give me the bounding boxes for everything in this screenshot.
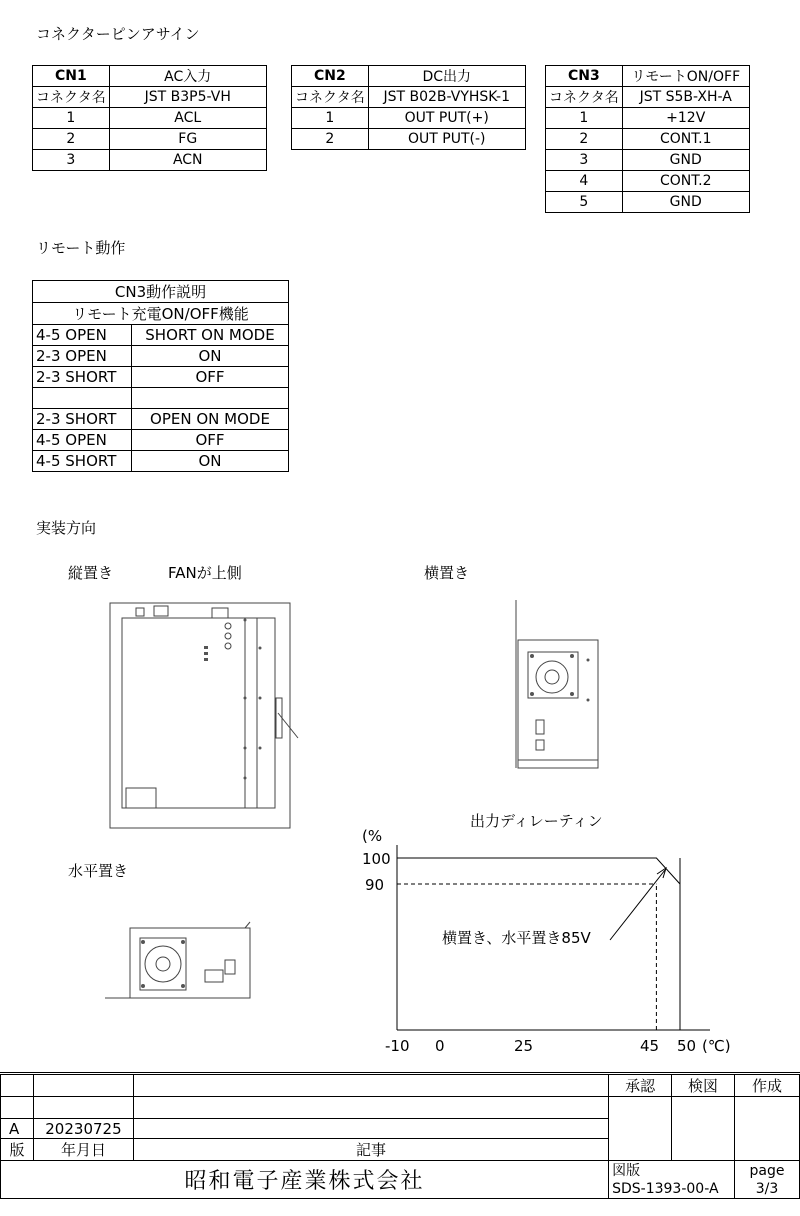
- cn2-table: [291, 65, 526, 150]
- label-flat: 水平置き: [68, 862, 129, 880]
- chart-x-tick: 50: [677, 1037, 697, 1055]
- cn3-cell: GND: [622, 192, 749, 213]
- cn3-cell: 3: [546, 150, 623, 171]
- remote-cell: ON: [132, 346, 289, 367]
- chart-y-unit: (%: [362, 827, 383, 845]
- drawing-label: 図版: [612, 1162, 641, 1179]
- cn2-cell: JST B02B-VYHSK-1: [368, 87, 525, 108]
- cn2-header-id: CN2: [292, 66, 369, 87]
- company-name: 昭和電子産業株式会社: [1, 1161, 609, 1199]
- cn3-cell: CONT.2: [622, 171, 749, 192]
- label-horizontal: 横置き: [424, 564, 470, 582]
- cn3-cell: 4: [546, 171, 623, 192]
- chart-x-tick: -10: [385, 1037, 410, 1055]
- cn3-header-id: CN3: [546, 66, 623, 87]
- cn3-cell: 5: [546, 192, 623, 213]
- col-rev-label: 版: [1, 1139, 34, 1161]
- horizontal-mount-drawing: [508, 600, 608, 775]
- remote-table: [32, 280, 289, 472]
- cn1-cell: JST B3P5-VH: [109, 87, 266, 108]
- cn1-table: [32, 65, 267, 171]
- remote-cell: [33, 388, 132, 409]
- chart-y-tick-100: 100: [362, 850, 391, 868]
- remote-table-subtitle: リモート充電ON/OFF機能: [33, 303, 289, 325]
- cn1-header-desc: AC入力: [109, 66, 266, 87]
- remote-cell: ON: [132, 451, 289, 472]
- cn3-table: [545, 65, 750, 213]
- cn1-cell: 2: [33, 129, 110, 150]
- chart-series-line-0: [397, 858, 680, 884]
- remote-cell: 2-3 SHORT: [33, 367, 132, 388]
- page-number: 3/3: [755, 1180, 779, 1197]
- cn1-cell: ACL: [109, 108, 266, 129]
- title-block-divider: [0, 1072, 800, 1073]
- rev-letter: A: [1, 1119, 34, 1139]
- cn2-header-desc: DC出力: [368, 66, 525, 87]
- chart-y-tick-90: 90: [365, 876, 385, 894]
- remote-cell: OPEN ON MODE: [132, 409, 289, 430]
- remote-cell: OFF: [132, 430, 289, 451]
- cn2-cell: コネクタ名: [292, 87, 369, 108]
- drawing-number: SDS-1393-00-A: [612, 1180, 719, 1197]
- flat-mount-drawing: [105, 920, 255, 1005]
- remote-table-title: CN3動作説明: [33, 281, 289, 303]
- remote-cell: 2-3 OPEN: [33, 346, 132, 367]
- remote-cell: 4-5 OPEN: [33, 430, 132, 451]
- chart-x-tick: 45: [640, 1037, 660, 1055]
- col-date-label: 年月日: [33, 1139, 133, 1161]
- section-title-remote: リモート動作: [36, 239, 126, 257]
- remote-cell: [132, 388, 289, 409]
- vertical-mount-drawing: [100, 588, 310, 838]
- cn3-cell: JST S5B-XH-A: [622, 87, 749, 108]
- label-vertical: 縦置き: [68, 564, 114, 582]
- remote-cell: OFF: [132, 367, 289, 388]
- cn3-cell: コネクタ名: [546, 87, 623, 108]
- cn2-cell: OUT PUT(-): [368, 129, 525, 150]
- remote-cell: 4-5 SHORT: [33, 451, 132, 472]
- title-block: [0, 1074, 800, 1199]
- approval-label: 承認: [609, 1075, 672, 1097]
- check-label: 検図: [672, 1075, 735, 1097]
- cn1-cell: 3: [33, 150, 110, 171]
- cn1-cell: FG: [109, 129, 266, 150]
- section-title-pin-assign: コネクターピンアサイン: [36, 25, 200, 43]
- remote-cell: 2-3 SHORT: [33, 409, 132, 430]
- page-label: page: [749, 1162, 785, 1179]
- label-fan-up: FANが上側: [168, 564, 242, 582]
- section-title-mounting: 実装方向: [36, 519, 97, 537]
- cn1-cell: ACN: [109, 150, 266, 171]
- remote-cell: SHORT ON MODE: [132, 325, 289, 346]
- col-note-label: 記事: [133, 1139, 608, 1161]
- cn2-cell: 2: [292, 129, 369, 150]
- chart-title: 出力ディレーティン: [470, 812, 603, 830]
- cn3-cell: GND: [622, 150, 749, 171]
- chart-x-tick: 25: [514, 1037, 534, 1055]
- chart-annotation: 横置き、水平置き85V: [442, 929, 591, 947]
- cn3-cell: 1: [546, 108, 623, 129]
- create-label: 作成: [735, 1075, 800, 1097]
- cn3-cell: +12V: [622, 108, 749, 129]
- chart-annotation-arrow: [610, 868, 666, 940]
- cn1-header-id: CN1: [33, 66, 110, 87]
- chart-x-tick: 0: [435, 1037, 445, 1055]
- rev-date: 20230725: [33, 1119, 133, 1139]
- cn3-header-desc: リモートON/OFF: [622, 66, 749, 87]
- cn2-cell: 1: [292, 108, 369, 129]
- remote-cell: 4-5 OPEN: [33, 325, 132, 346]
- cn1-cell: コネクタ名: [33, 87, 110, 108]
- chart-x-unit: (℃): [702, 1037, 731, 1055]
- cn3-cell: CONT.1: [622, 129, 749, 150]
- cn3-cell: 2: [546, 129, 623, 150]
- cn1-cell: 1: [33, 108, 110, 129]
- cn2-cell: OUT PUT(+): [368, 108, 525, 129]
